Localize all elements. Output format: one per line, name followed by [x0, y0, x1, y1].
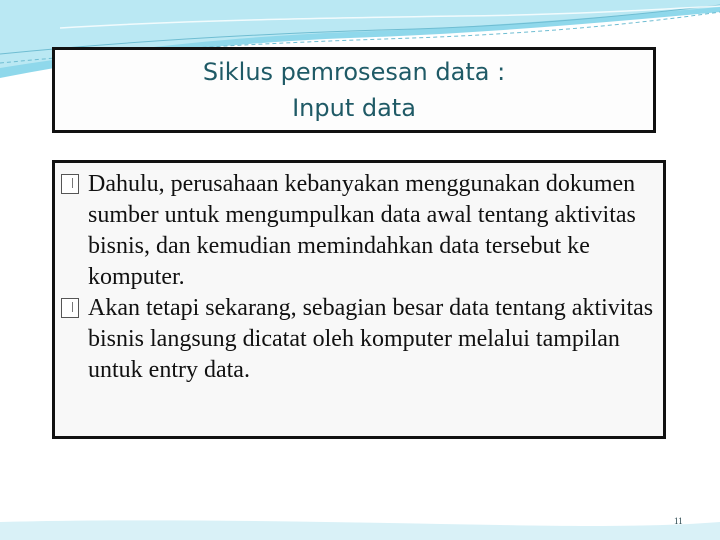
bullet-text-1: Dahulu, perusahaan kebanyakan menggunakan dokumen sumber untuk mengumpulkan data awal tentang aktivitas bisnis, dan kemudian memindahkan data tersebut ke komputer. [88, 171, 636, 290]
slide-title-line-1: Siklus pemrosesan data : [202, 58, 506, 86]
bullet-text-2: Akan tetapi sekarang, sebagian besar data tentang aktivitas bisnis langsung dicatat oleh komputer melalui tampilan untuk entry data. [88, 295, 654, 383]
title-box [52, 47, 656, 133]
bullet-box-icon [61, 174, 79, 194]
bullet-paragraph-1 [61, 169, 657, 293]
content-box [52, 160, 666, 439]
bullet-paragraph-2 [61, 293, 657, 386]
page-number: 11 [674, 516, 683, 526]
slide-title-line-2: Input data [292, 94, 416, 122]
bullet-box-icon [61, 298, 79, 318]
